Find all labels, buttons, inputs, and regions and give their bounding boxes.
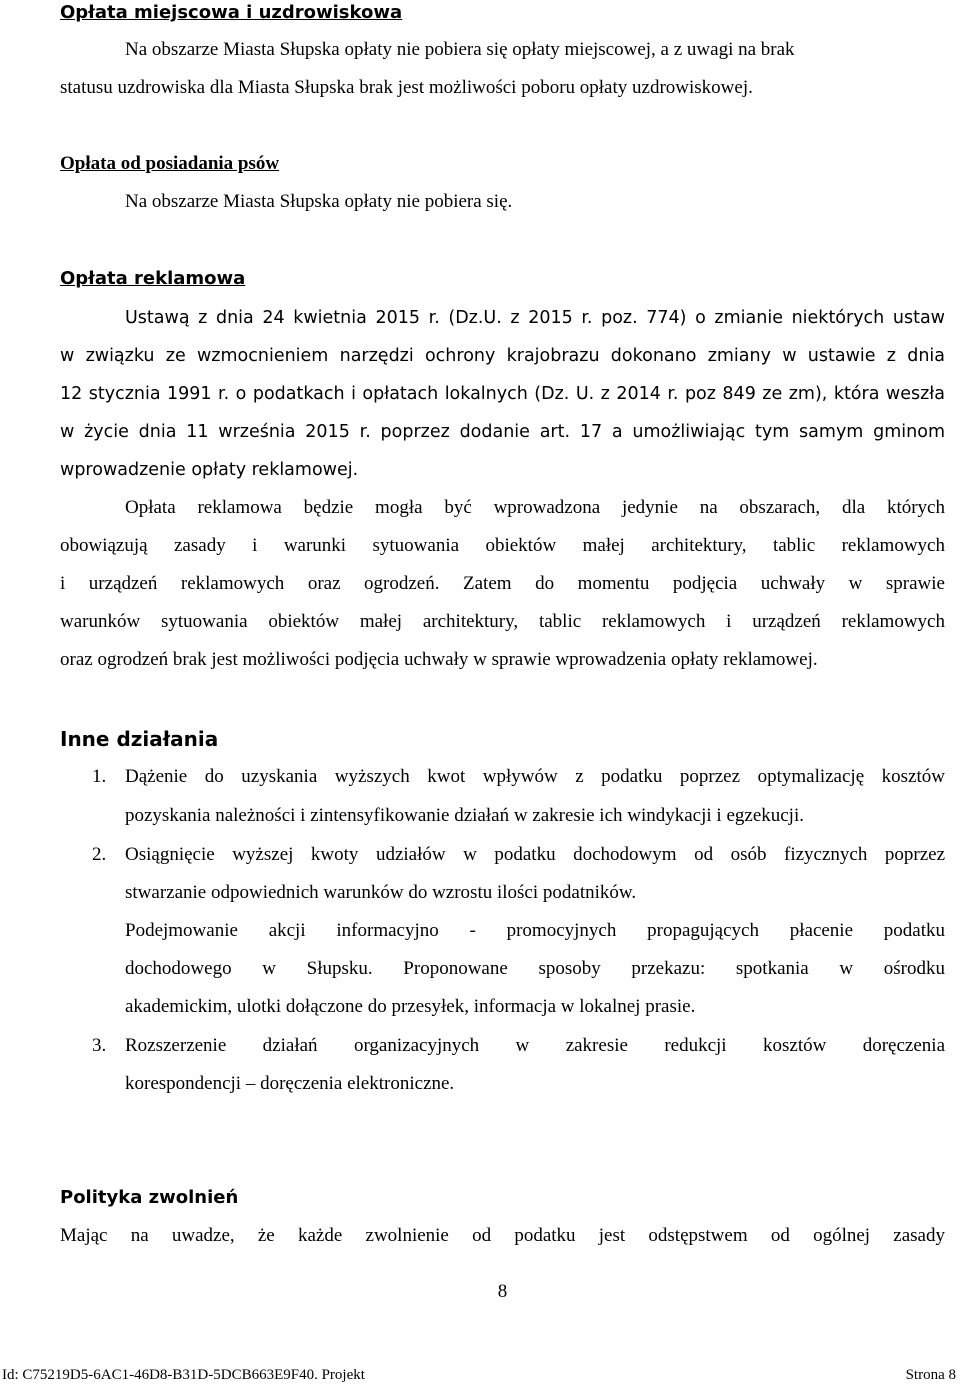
text-line: obowiązują zasady i warunki sytuowania obiektów małej architektury, tablic reklamowych xyxy=(60,535,945,556)
text-line: w związku ze wzmocnieniem narzędzi ochrony krajobrazu dokonano zmiany w ustawie z dnia xyxy=(60,346,945,366)
list-item-line: Osiągnięcie wyższej kwoty udziałów w podatku dochodowym od osób fizycznych poprzez xyxy=(125,844,945,865)
list-number: 3. xyxy=(92,1035,107,1056)
list-number: 1. xyxy=(92,766,107,787)
text-line: 12 stycznia 1991 r. o podatkach i opłatach lokalnych (Dz. U. z 2014 r. poz 849 ze zm), która weszła xyxy=(60,384,945,404)
list-item-line: Rozszerzenie działań organizacyjnych w zakresie redukcji kosztów doręczenia xyxy=(125,1035,945,1056)
text-line: Mając na uwadze, że każde zwolnienie od podatku jest odstępstwem od ogólnej zasady xyxy=(60,1225,945,1246)
list-item-line: Dążenie do uzyskania wyższych kwot wpływów z podatku poprzez optymalizację kosztów xyxy=(125,766,945,787)
section-heading-inne-dzialania: Inne działania xyxy=(60,727,219,751)
text-line: wprowadzenie opłaty reklamowej. xyxy=(60,460,359,480)
text-line: Na obszarze Miasta Słupska opłaty nie pobiera się opłaty miejscowej, a z uwagi na brak xyxy=(125,39,795,60)
text-line: Na obszarze Miasta Słupska opłaty nie pobiera się. xyxy=(125,191,513,212)
text-line: Opłata reklamowa będzie mogła być wprowadzona jedynie na obszarach, dla których xyxy=(125,497,945,518)
section-heading-oplata-reklamowa: Opłata reklamowa xyxy=(60,268,246,289)
text-line: i urządzeń reklamowych oraz ogrodzeń. Zatem do momentu podjęcia uchwały w sprawie xyxy=(60,573,945,594)
section-heading-polityka-zwolnien: Polityka zwolnień xyxy=(60,1187,239,1208)
text-line: w życie dnia 11 września 2015 r. poprzez dodanie art. 17 a umożliwiając tym samym gminom xyxy=(60,422,945,442)
text-line: oraz ogrodzeń brak jest możliwości podjęcia uchwały w sprawie wprowadzenia opłaty reklamowej. xyxy=(60,649,818,670)
text-line: Ustawą z dnia 24 kwietnia 2015 r. (Dz.U. z 2015 r. poz. 774) o zmianie niektórych ustaw xyxy=(125,308,945,328)
list-item-line: dochodowego w Słupsku. Proponowane sposoby przekazu: spotkania w ośrodku xyxy=(125,958,945,979)
section-heading-oplata-miejscowa: Opłata miejscowa i uzdrowiskowa xyxy=(60,2,403,23)
list-item-line: akademickim, ulotki dołączone do przesyłek, informacja w lokalnej prasie. xyxy=(125,996,696,1017)
footer-page-label: Strona 8 xyxy=(905,1367,956,1383)
page-number: 8 xyxy=(497,1281,508,1302)
list-number: 2. xyxy=(92,844,107,865)
list-item-line: korespondencji – doręczenia elektroniczne. xyxy=(125,1073,455,1094)
section-heading-oplata-psy: Opłata od posiadania psów xyxy=(60,153,280,174)
list-item-line: pozyskania należności i zintensyfikowanie działań w zakresie ich windykacji i egzekucji. xyxy=(125,805,804,826)
list-item-line: Podejmowanie akcji informacyjno - promocyjnych propagujących płacenie podatku xyxy=(125,920,945,941)
text-line: warunków sytuowania obiektów małej architektury, tablic reklamowych i urządzeń reklamowych xyxy=(60,611,945,632)
list-item-line: stwarzanie odpowiednich warunków do wzrostu ilości podatników. xyxy=(125,882,637,903)
footer-document-id: Id: C75219D5-6AC1-46D8-B31D-5DCB663E9F40. Projekt xyxy=(2,1367,365,1383)
text-line: statusu uzdrowiska dla Miasta Słupska brak jest możliwości poboru opłaty uzdrowiskowej. xyxy=(60,77,753,98)
